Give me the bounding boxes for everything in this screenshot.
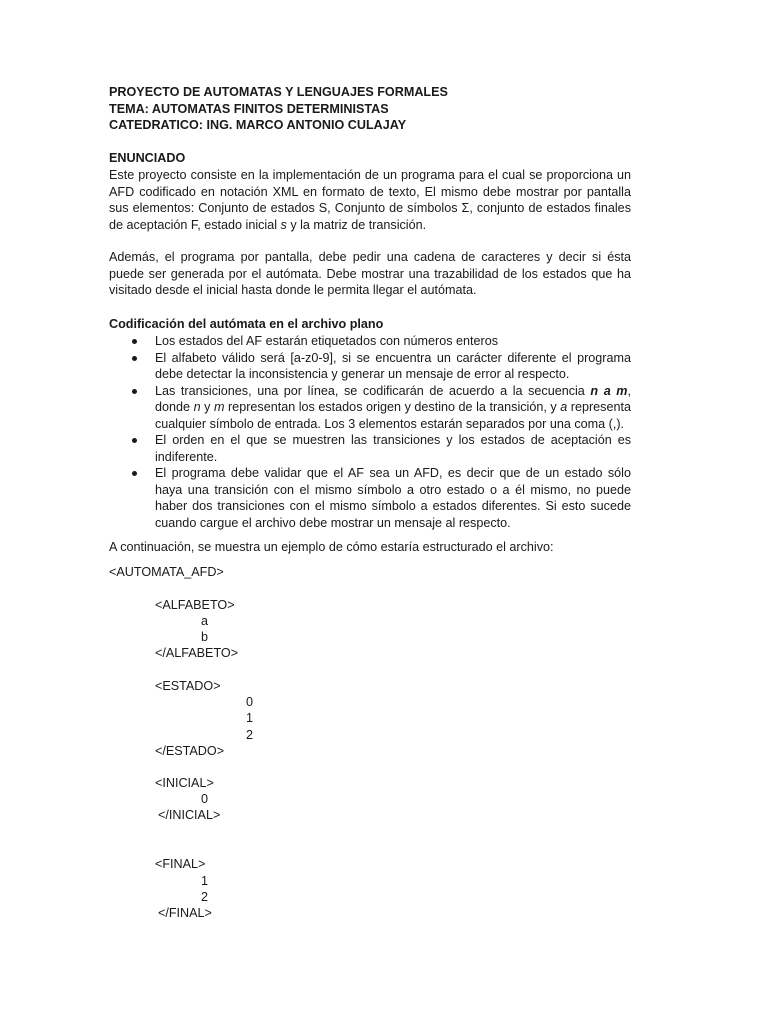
xml-inicial-value: 0 <box>201 792 209 806</box>
list-item: El programa debe validar que el AF sea un AFD, es decir que de un estado sólo haya una transición con el mismo símbolo a otro estado o a él mismo, no puede haber dos transiciones con el mismo símbolo a estados diferentes. Si esto sucede cuando cargue el archivo debe mostrar un mensaje al respecto. <box>109 465 631 531</box>
xml-estado-value: 1 <box>246 711 254 725</box>
list-item: El orden en el que se muestren las transiciones y los estados de aceptación es indiferente. <box>109 432 631 465</box>
list-item <box>109 383 631 433</box>
xml-estado-value: 0 <box>246 695 254 709</box>
enunciado-text: Este proyecto consiste en la implementación de un programa para el cual se proporciona un AFD codificado en notación XML en formato de texto, El mismo debe mostrar por pantalla sus elementos: Conjunto de estados S, Conjunto de símbolos Σ, conjunto de estados finales de aceptación F, estado inicial <box>109 168 631 232</box>
xml-inicial-open: <INICIAL> <box>155 776 214 790</box>
xml-final-open: <FINAL> <box>155 857 206 871</box>
list-item: Los estados del AF estarán etiquetados con números enteros <box>109 333 631 350</box>
xml-estado-open: <ESTADO> <box>155 679 221 693</box>
list-item-text: representan los estados origen y destino de la transición, y <box>224 400 561 414</box>
origin-state-symbol: n <box>193 400 201 414</box>
xml-estado-close: </ESTADO> <box>155 744 225 758</box>
enunciado-heading: ENUNCIADO <box>109 151 186 165</box>
list-item-text: y <box>200 400 214 414</box>
xml-alfabeto-value: a <box>201 614 209 628</box>
example-intro: A continuación, se muestra un ejemplo de cómo estaría estructurado el archivo: <box>109 540 554 554</box>
xml-inicial-close: </INICIAL> <box>158 808 221 822</box>
enunciado-text: y la matriz de transición. <box>286 217 427 232</box>
xml-alfabeto-close: </ALFABETO> <box>155 646 239 660</box>
list-item-text: , donde <box>155 383 631 414</box>
codificacion-heading: Codificación del autómata en el archivo plano <box>109 317 384 331</box>
xml-root-open: <AUTOMATA_AFD> <box>109 565 224 579</box>
list-item-text: representa cualquier símbolo de entrada. Los 3 elementos estarán separados por una coma (,). <box>155 400 631 431</box>
xml-alfabeto-open: <ALFABETO> <box>155 598 235 612</box>
xml-final-close: </FINAL> <box>158 906 212 920</box>
target-state-symbol: m <box>213 400 225 414</box>
codificacion-list <box>109 333 631 531</box>
list-item-text: Las transiciones, una por línea, se codificarán de acuerdo a la secuencia <box>155 383 591 398</box>
topic-title: TEMA: AUTOMATAS FINITOS DETERMINISTAS <box>109 101 389 116</box>
enunciado-paragraph-2: Además, el programa por pantalla, debe pedir una cadena de caracteres y decir si ésta puede ser generada por el autómata. Debe mostrar una trazabilidad de los estados que ha visitado desde el inicial hasta donde le permita llegar el autómata. <box>109 250 631 297</box>
document-header <box>109 84 631 134</box>
project-title: PROYECTO DE AUTOMATAS Y LENGUAJES FORMALES <box>109 85 448 99</box>
xml-final-value: 1 <box>201 874 209 888</box>
input-symbol: a <box>560 400 568 414</box>
list-item: El alfabeto válido será [a-z0-9], si se encuentra un carácter diferente el programa debe detectar la inconsistencia y generar un mensaje de error al respecto. <box>109 350 631 383</box>
xml-final-value: 2 <box>201 890 209 904</box>
initial-state-symbol: s <box>280 217 287 232</box>
xml-alfabeto-value: b <box>201 630 209 644</box>
enunciado-paragraph-1 <box>109 167 631 233</box>
transition-sequence: n a m <box>590 383 628 398</box>
instructor-title: CATEDRATICO: ING. MARCO ANTONIO CULAJAY <box>109 118 407 132</box>
xml-estado-value: 2 <box>246 728 254 742</box>
